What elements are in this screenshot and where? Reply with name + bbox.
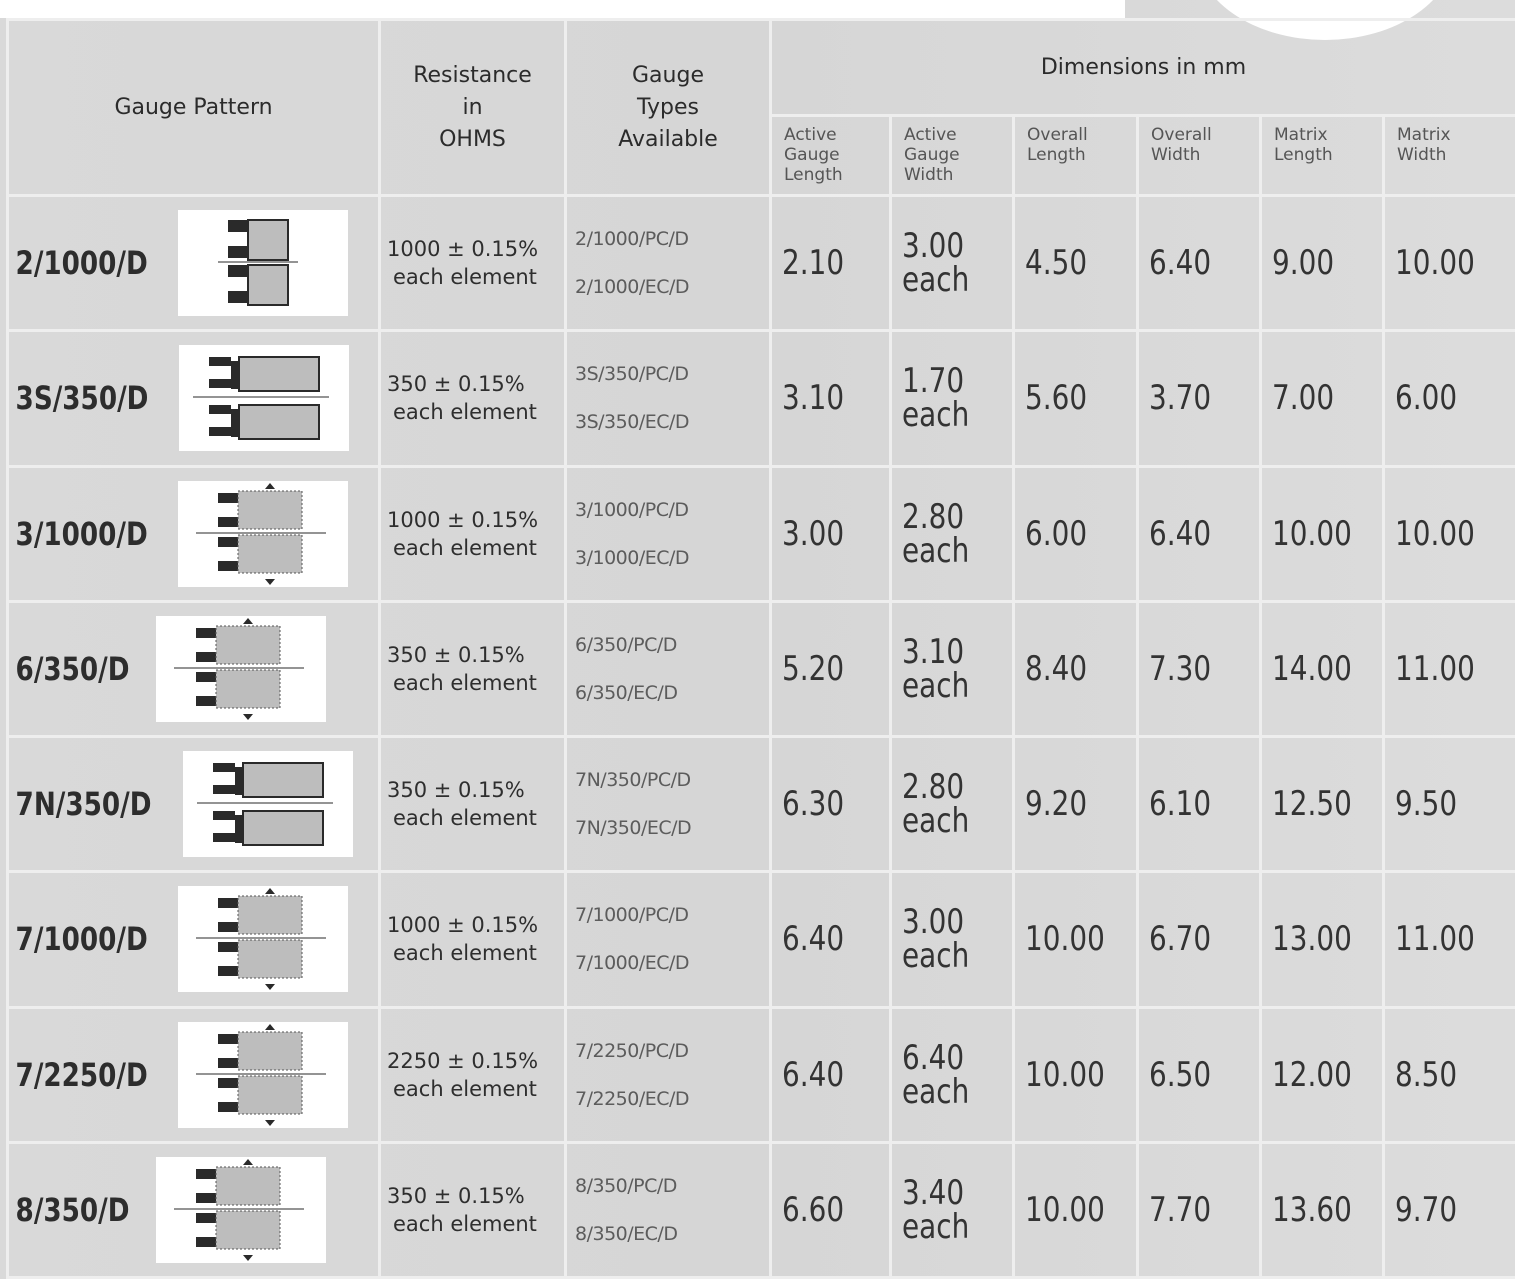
matrix-length — [1261, 872, 1384, 1007]
overall-length — [1014, 737, 1138, 872]
cell-value: 11.00 — [1395, 648, 1475, 689]
resistance-cell — [380, 1007, 566, 1142]
solder-tab — [218, 1102, 238, 1112]
overall-length — [1014, 1007, 1138, 1142]
gauge-name: 8/350/D — [15, 1190, 130, 1229]
active-gauge-width — [891, 331, 1014, 466]
cell-value: 6.40 — [1149, 243, 1212, 284]
active-gauge-length — [771, 1007, 891, 1142]
gauge-type-pc: 6/350/PC/D — [575, 633, 677, 656]
gauge-pattern-cell — [8, 466, 380, 601]
resistance-value: 350 ± 0.15% — [387, 778, 525, 803]
cell-value: 6.00 — [1395, 378, 1458, 419]
solder-tab — [213, 811, 235, 820]
sub-line: Length — [784, 165, 843, 185]
overall-width — [1138, 331, 1261, 466]
gauge-types-cell — [566, 466, 771, 601]
matrix-width — [1384, 601, 1515, 736]
resistance-note: each element — [393, 535, 537, 560]
cell-value: 6.40 — [1149, 513, 1212, 554]
overall-length — [1014, 196, 1138, 331]
resistance-note: each element — [393, 1211, 537, 1236]
sub-line: Overall — [1027, 125, 1088, 145]
gauge-type-pc: 3S/350/PC/D — [575, 363, 689, 386]
cell-value: 6.40 — [902, 1037, 965, 1078]
measuring-grid — [239, 405, 319, 439]
solder-tab — [218, 1078, 238, 1088]
cell-value: 13.00 — [1272, 919, 1352, 960]
measuring-grid — [216, 1211, 280, 1249]
each-note: each — [902, 665, 970, 706]
each-note: each — [902, 530, 970, 571]
gauge-pattern-svg — [178, 481, 348, 587]
table-row — [8, 196, 1515, 331]
each-note: each — [902, 395, 970, 436]
solder-tab — [196, 628, 216, 638]
matrix-width — [1384, 196, 1515, 331]
header-matrix-width — [1384, 116, 1515, 196]
solder-tab — [218, 561, 238, 571]
cell-value: 9.20 — [1025, 784, 1088, 825]
cell-value: 8.50 — [1395, 1054, 1458, 1095]
each-note: each — [902, 1206, 970, 1247]
resistance-note: each element — [393, 806, 537, 831]
cell-value: 3.00 — [782, 513, 845, 554]
resistance-cell — [380, 331, 566, 466]
gauge-name: 6/350/D — [15, 649, 130, 688]
matrix-width — [1384, 1007, 1515, 1142]
gauge-type-pc: 8/350/PC/D — [575, 1174, 677, 1197]
active-gauge-width — [891, 872, 1014, 1007]
cell-value: 3.00 — [902, 226, 965, 267]
cell-value: 6.40 — [782, 1054, 845, 1095]
gauge-type-pc: 2/1000/PC/D — [575, 228, 689, 251]
gauge-name: 2/1000/D — [15, 244, 148, 283]
overall-length — [1014, 466, 1138, 601]
matrix-length — [1261, 196, 1384, 331]
gauge-name: 3/1000/D — [15, 514, 148, 553]
gauge-types-cell — [566, 737, 771, 872]
sub-line: Active — [784, 125, 837, 145]
table-row — [8, 737, 1515, 872]
cell-value: 6.60 — [782, 1189, 845, 1230]
active-gauge-length — [771, 601, 891, 736]
gauge-name: 3S/350/D — [15, 379, 149, 418]
solder-tab — [196, 696, 216, 706]
each-note: each — [902, 801, 970, 842]
solder-tab — [196, 1169, 216, 1179]
strain-gauge-spec-table — [6, 18, 1515, 1279]
sub-line: Length — [1274, 145, 1333, 165]
overall-length — [1014, 1142, 1138, 1277]
matrix-width — [1384, 331, 1515, 466]
cell-value: 5.60 — [1025, 378, 1088, 419]
solder-tab — [213, 763, 235, 772]
gauge-pattern-cell — [8, 1142, 380, 1277]
cell-value: 6.10 — [1149, 784, 1212, 825]
sub-line: Matrix — [1274, 125, 1328, 145]
measuring-grid — [248, 220, 288, 260]
page-margin — [0, 0, 1125, 18]
gauge-pattern-svg — [178, 1022, 348, 1128]
measuring-grid — [239, 357, 319, 391]
measuring-grid — [248, 265, 288, 305]
active-gauge-width — [891, 601, 1014, 736]
matrix-length — [1261, 1142, 1384, 1277]
gauge-type-ec: 3/1000/EC/D — [575, 546, 690, 569]
measuring-grid — [238, 491, 302, 529]
matrix-width — [1384, 1142, 1515, 1277]
gauge-type-ec: 8/350/EC/D — [575, 1222, 678, 1245]
resistance-cell — [380, 466, 566, 601]
alignment-arrow — [243, 1159, 253, 1165]
matrix-length — [1261, 331, 1384, 466]
solder-tab — [218, 1058, 238, 1068]
gauge-types-cell — [566, 331, 771, 466]
gauge-pattern-cell — [8, 331, 380, 466]
solder-tab — [218, 966, 238, 976]
header-gauge-types-line: Available — [618, 126, 718, 152]
overall-width — [1138, 196, 1261, 331]
solder-tab — [218, 1034, 238, 1044]
resistance-cell — [380, 737, 566, 872]
solder-tab — [218, 537, 238, 547]
active-gauge-length — [771, 1142, 891, 1277]
gauge-pattern-cell — [8, 1007, 380, 1142]
gauge-pattern-cell — [8, 196, 380, 331]
active-gauge-width — [891, 466, 1014, 601]
solder-tab — [209, 379, 231, 388]
cell-value: 7.70 — [1149, 1189, 1212, 1230]
active-gauge-width — [891, 737, 1014, 872]
cell-value: 7.30 — [1149, 648, 1212, 689]
header-matrix-length — [1261, 116, 1384, 196]
gauge-pattern-cell — [8, 872, 380, 1007]
active-gauge-length — [771, 196, 891, 331]
lead — [235, 815, 243, 843]
matrix-length — [1261, 1007, 1384, 1142]
cell-value: 10.00 — [1395, 513, 1475, 554]
gauge-type-ec: 2/1000/EC/D — [575, 276, 690, 299]
active-gauge-width — [891, 196, 1014, 331]
gauge-pattern-svg — [178, 886, 348, 992]
cell-value: 8.40 — [1025, 648, 1088, 689]
sub-line: Matrix — [1397, 125, 1451, 145]
solder-tab — [218, 517, 238, 527]
header-resistance-line: in — [462, 94, 483, 120]
gauge-type-ec: 6/350/EC/D — [575, 681, 678, 704]
header-active-gauge-length — [771, 116, 891, 196]
cell-value: 10.00 — [1025, 1054, 1105, 1095]
header-overall-length — [1014, 116, 1138, 196]
gauge-types-cell — [566, 196, 771, 331]
cell-value: 2.80 — [902, 767, 965, 808]
gauge-pattern-diagram — [178, 886, 348, 992]
solder-tab — [228, 265, 248, 277]
solder-tab — [228, 246, 248, 258]
solder-tab — [218, 898, 238, 908]
lead — [231, 361, 239, 389]
measuring-grid — [216, 1167, 280, 1205]
header-gauge-types-line: Gauge — [632, 62, 704, 88]
resistance-note: each element — [393, 670, 537, 695]
header-gauge-types-line: Types — [637, 94, 699, 120]
sub-line: Gauge — [784, 145, 840, 165]
measuring-grid — [238, 896, 302, 934]
active-gauge-width — [891, 1007, 1014, 1142]
cell-value: 6.70 — [1149, 919, 1212, 960]
gauge-type-pc: 7/2250/PC/D — [575, 1039, 689, 1062]
alignment-arrow — [265, 984, 275, 990]
header-dimensions: Dimensions in mm — [771, 20, 1515, 116]
measuring-grid — [238, 535, 302, 573]
solder-tab — [196, 672, 216, 682]
solder-tab — [209, 427, 231, 436]
solder-tab — [228, 291, 248, 303]
gauge-type-ec: 7/1000/EC/D — [575, 952, 690, 975]
active-gauge-width — [891, 1142, 1014, 1277]
alignment-arrow — [265, 1024, 275, 1030]
gauge-pattern-diagram — [156, 1157, 326, 1263]
resistance-cell — [380, 601, 566, 736]
gauge-pattern-cell — [8, 601, 380, 736]
alignment-arrow — [265, 579, 275, 585]
resistance-note: each element — [393, 265, 537, 290]
alignment-arrow — [243, 714, 253, 720]
resistance-value: 1000 ± 0.15% — [387, 507, 539, 532]
cell-value: 6.30 — [782, 784, 845, 825]
matrix-width — [1384, 872, 1515, 1007]
gauge-type-ec: 7/2250/EC/D — [575, 1087, 690, 1110]
header-gauge-pattern: Gauge Pattern — [8, 20, 380, 196]
resistance-note: each element — [393, 941, 537, 966]
alignment-arrow — [243, 618, 253, 624]
solder-tab — [196, 1237, 216, 1247]
resistance-cell — [380, 872, 566, 1007]
overall-width — [1138, 872, 1261, 1007]
cell-value: 2.80 — [902, 496, 965, 537]
each-note: each — [902, 260, 970, 301]
resistance-note: each element — [393, 1076, 537, 1101]
cell-value: 11.00 — [1395, 919, 1475, 960]
header-overall-width — [1138, 116, 1261, 196]
cell-value: 3.10 — [782, 378, 845, 419]
gauge-types-cell — [566, 872, 771, 1007]
alignment-arrow — [265, 888, 275, 894]
active-gauge-length — [771, 331, 891, 466]
cell-value: 3.70 — [1149, 378, 1212, 419]
header-resistance — [380, 20, 566, 196]
solder-tab — [218, 493, 238, 503]
cell-value: 3.00 — [902, 902, 965, 943]
measuring-grid — [243, 763, 323, 797]
table-row — [8, 331, 1515, 466]
measuring-grid — [243, 811, 323, 845]
gauge-name: 7/1000/D — [15, 920, 148, 959]
alignment-arrow — [265, 483, 275, 489]
resistance-note: each element — [393, 400, 537, 425]
resistance-cell — [380, 196, 566, 331]
cell-value: 6.40 — [782, 919, 845, 960]
overall-width — [1138, 1007, 1261, 1142]
gauge-pattern-svg — [183, 751, 353, 857]
matrix-length — [1261, 601, 1384, 736]
measuring-grid — [216, 670, 280, 708]
solder-tab — [209, 405, 231, 414]
gauge-type-ec: 7N/350/EC/D — [575, 817, 692, 840]
solder-tab — [196, 652, 216, 662]
cell-value: 1.70 — [902, 361, 965, 402]
lead — [235, 767, 243, 795]
cell-value: 9.70 — [1395, 1189, 1458, 1230]
header-active-gauge-width — [891, 116, 1014, 196]
table-row — [8, 872, 1515, 1007]
matrix-width — [1384, 737, 1515, 872]
cell-value: 9.50 — [1395, 784, 1458, 825]
cell-value: 3.10 — [902, 631, 965, 672]
cell-value: 6.50 — [1149, 1054, 1212, 1095]
overall-length — [1014, 331, 1138, 466]
solder-tab — [196, 1193, 216, 1203]
gauge-pattern-svg — [179, 345, 349, 451]
measuring-grid — [216, 626, 280, 664]
active-gauge-length — [771, 466, 891, 601]
measuring-grid — [238, 1076, 302, 1114]
sub-line: Active — [904, 125, 957, 145]
cell-value: 10.00 — [1025, 1189, 1105, 1230]
header-resistance-line: OHMS — [439, 126, 506, 152]
gauge-pattern-svg — [178, 210, 348, 316]
cell-value: 9.00 — [1272, 243, 1335, 284]
each-note: each — [902, 936, 970, 977]
gauge-pattern-diagram — [178, 210, 348, 316]
gauge-pattern-diagram — [178, 1022, 348, 1128]
alignment-arrow — [243, 1255, 253, 1261]
cell-value: 10.00 — [1025, 919, 1105, 960]
resistance-value: 350 ± 0.15% — [387, 372, 525, 397]
solder-tab — [228, 220, 248, 232]
cell-value: 12.50 — [1272, 784, 1352, 825]
gauge-type-pc: 3/1000/PC/D — [575, 498, 689, 521]
matrix-length — [1261, 737, 1384, 872]
cell-value: 5.20 — [782, 648, 845, 689]
overall-length — [1014, 601, 1138, 736]
cell-value: 10.00 — [1395, 243, 1475, 284]
measuring-grid — [238, 940, 302, 978]
table-row — [8, 466, 1515, 601]
gauge-pattern-diagram — [183, 751, 353, 857]
gauge-name: 7/2250/D — [15, 1055, 148, 1094]
active-gauge-length — [771, 872, 891, 1007]
gauge-pattern-svg — [156, 1157, 326, 1263]
solder-tab — [218, 942, 238, 952]
resistance-value: 1000 ± 0.15% — [387, 913, 539, 938]
sub-line: Width — [1397, 145, 1447, 165]
gauge-pattern-diagram — [179, 345, 349, 451]
overall-width — [1138, 466, 1261, 601]
solder-tab — [213, 833, 235, 842]
solder-tab — [213, 785, 235, 794]
cell-value: 6.00 — [1025, 513, 1088, 554]
table-row — [8, 1007, 1515, 1142]
gauge-pattern-diagram — [156, 616, 326, 722]
cell-value: 10.00 — [1272, 513, 1352, 554]
overall-length — [1014, 872, 1138, 1007]
cell-value: 12.00 — [1272, 1054, 1352, 1095]
sub-line: Gauge — [904, 145, 960, 165]
table-row — [8, 1142, 1515, 1277]
header-gauge-types — [566, 20, 771, 196]
table-row — [8, 601, 1515, 736]
solder-tab — [218, 922, 238, 932]
resistance-value: 350 ± 0.15% — [387, 642, 525, 667]
cell-value: 3.40 — [902, 1172, 965, 1213]
gauge-type-pc: 7N/350/PC/D — [575, 769, 691, 792]
overall-width — [1138, 601, 1261, 736]
active-gauge-length — [771, 737, 891, 872]
gauge-pattern-diagram — [178, 481, 348, 587]
resistance-value: 2250 ± 0.15% — [387, 1048, 539, 1073]
resistance-value: 1000 ± 0.15% — [387, 237, 539, 262]
sub-line: Width — [1151, 145, 1201, 165]
cell-value: 13.60 — [1272, 1189, 1352, 1230]
resistance-cell — [380, 1142, 566, 1277]
alignment-arrow — [265, 1120, 275, 1126]
cell-value: 14.00 — [1272, 648, 1352, 689]
measuring-grid — [238, 1032, 302, 1070]
cell-value: 2.10 — [782, 243, 845, 284]
header-resistance-line: Resistance — [413, 62, 532, 88]
resistance-value: 350 ± 0.15% — [387, 1183, 525, 1208]
cell-value: 4.50 — [1025, 243, 1088, 284]
each-note: each — [902, 1071, 970, 1112]
sub-line: Width — [904, 165, 954, 185]
gauge-types-cell — [566, 601, 771, 736]
overall-width — [1138, 737, 1261, 872]
solder-tab — [196, 1213, 216, 1223]
sub-line: Length — [1027, 145, 1086, 165]
solder-tab — [209, 357, 231, 366]
gauge-type-pc: 7/1000/PC/D — [575, 904, 689, 927]
sub-line: Overall — [1151, 125, 1212, 145]
matrix-length — [1261, 466, 1384, 601]
gauge-pattern-svg — [156, 616, 326, 722]
gauge-type-ec: 3S/350/EC/D — [575, 411, 690, 434]
gauge-pattern-cell — [8, 737, 380, 872]
gauge-types-cell — [566, 1142, 771, 1277]
matrix-width — [1384, 466, 1515, 601]
lead — [231, 409, 239, 437]
cell-value: 7.00 — [1272, 378, 1335, 419]
gauge-types-cell — [566, 1007, 771, 1142]
gauge-name: 7N/350/D — [15, 785, 152, 824]
overall-width — [1138, 1142, 1261, 1277]
